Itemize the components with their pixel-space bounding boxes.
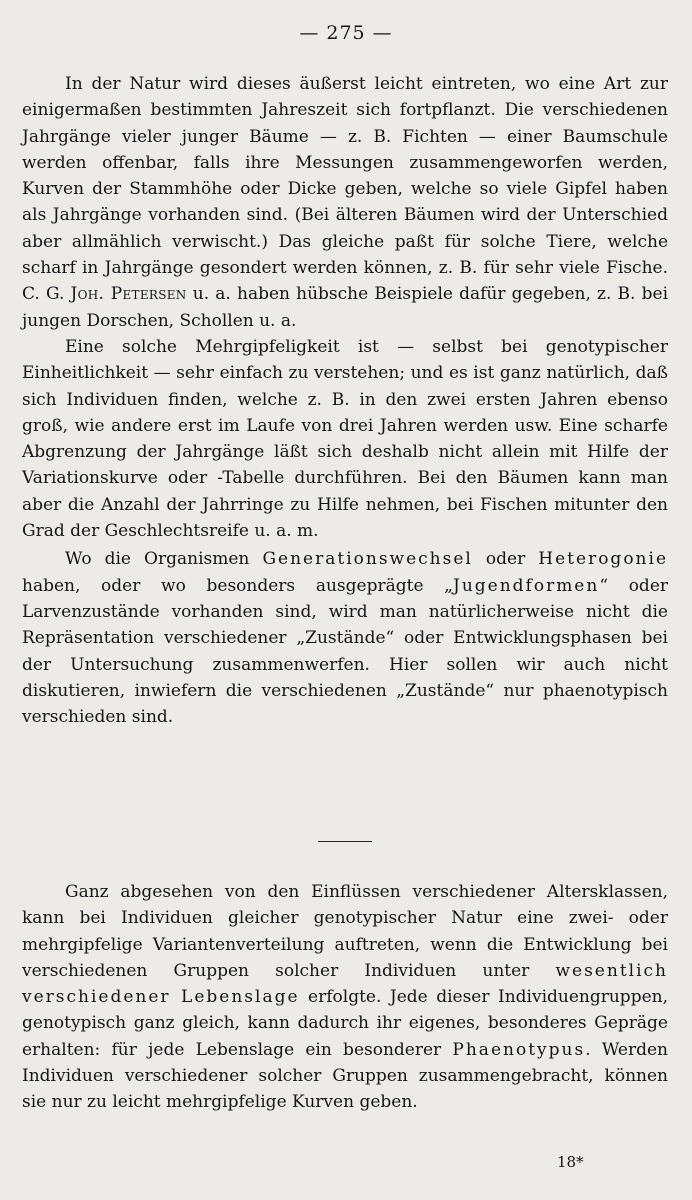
term-jugendformen: Jugendformen (453, 575, 600, 596)
term-lebenslage: wesentlich verschiedener Lebenslage (22, 960, 668, 1008)
author-name-petersen: Joh. Petersen (70, 284, 187, 305)
term-phaenotypus: Phaenotypus (452, 1039, 586, 1060)
paragraph-living-conditions: Ganz abgesehen von den Einflüssen verschiedener Altersklassen, kann bei Individuen gleicher genotypischer Natur eine zwei- oder mehrgipfelige Variantenverteilung auftreten, wenn die Entwicklung bei verschiedenen Gruppen solcher Individuen unter wesentlich verschiedener Lebenslage erfolgte. Jede dieser Individuengruppen, genotypisch ganz gleich, kann dadurch ihr eigenes, besonderes Gepräge erhalten: für jede Lebenslage ein besonderer Phaenotypus. Werden Individuen verschiedener solcher Gruppen zusammengebracht, können sie nur zu leicht mehrgipfelige Kurven geben. (22, 882, 668, 1113)
term-heterogonie: Heterogonie (538, 549, 668, 570)
paragraph-generation-alternation: Wo die Organismen Generationswechsel oder Heterogonie haben, oder wo besonders ausgeprägte „Jugendformen“ oder Larvenzustände vorhanden sind, wird man natürlicherweise nicht die Repräsentation verschiedener „Zustände“ oder Entwicklungsphasen bei der Untersuchung zusammenwerfen. Hier sollen wir auch nicht diskutieren, inwiefern die verschiedenen „Zustände“ nur phaenotypisch verschieden sind. (22, 549, 669, 728)
paragraph-seasonal-cohorts: In der Natur wird dieses äußerst leicht eintreten, wo eine Art zur einigermaßen bestimmten Jahreszeit sich fortpflanzt. Die verschiedenen Jahrgänge vieler junger Bäume — z. B. Fichten — einer Baumschule werden offenbar, falls ihre Messungen zusammengeworfen werden, Kurven der Stammhöhe oder Dicke geben, welche so viele Gipfel haben als Jahrgänge vorhanden sind. (Bei älteren Bäumen wird der Unterschied aber allmählich verwischt.) Das gleiche paßt für solche Tiere, welche scharf in Jahrgänge gesondert werden können, z. B. für sehr viele Fische. C. G. Joh. Petersen u. a. haben hübsche Beispiele dafür gegeben, z. B. bei jungen Dorschen, Schollen u. a. (22, 74, 668, 331)
text-block-top (22, 71, 668, 730)
page-number-header: — 275 — (299, 22, 393, 44)
paragraph-multimodality: Eine solche Mehrgipfeligkeit ist — selbst bei genotypischer Einheitlichkeit — sehr einfach zu verstehen; und es ist ganz natürlich, daß sich Individuen finden, welche z. B. in den zwei ersten Jahren ebenso groß, wie andere erst im Laufe von drei Jahren werden usw. Eine scharfe Abgrenzung der Jahrgänge läßt sich deshalb nicht allein mit Hilfe der Variationskurve oder -Tabelle durchführen. Bei den Bäumen kann man aber die Anzahl der Jahrringe zu Hilfe nehmen, bei Fischen mitunter den Grad der Geschlechtsreife u. a. m. (22, 336, 668, 542)
text-block-bottom (22, 879, 668, 1116)
signature-mark: 18* (557, 1153, 584, 1171)
term-generationswechsel: Generationswechsel (262, 549, 473, 570)
section-divider (318, 841, 372, 842)
